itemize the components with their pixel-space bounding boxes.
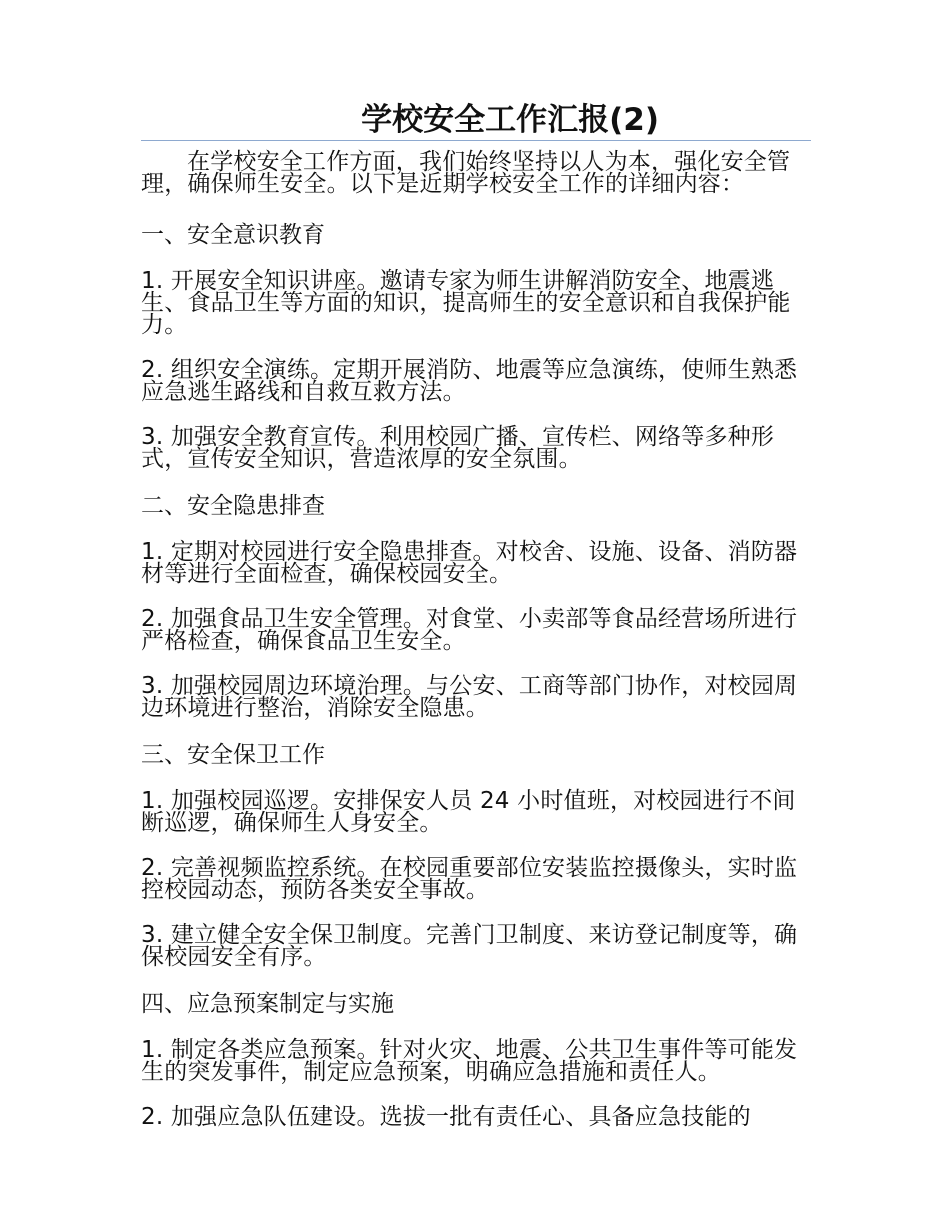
section-3-item-1: 1. 加强校园巡逻。安排保安人员 24 小时值班，对校园进行不间断巡逻，确保师生人身安全。 (141, 788, 796, 836)
section-heading-4: 四、应急预案制定与实施 (141, 991, 394, 1017)
section-4-item-2: 2. 加强应急队伍建设。选拔一批有责任心、具备应急技能的 (141, 1104, 751, 1130)
section-2-item-3: 3. 加强校园周边环境治理。与公安、工商等部门协作，对校园周边环境进行整治，消除安全隐患。 (141, 673, 798, 721)
section-1-item-3: 3. 加强安全教育宣传。利用校园广播、宣传栏、网络等多种形式，宣传安全知识，营造浓厚的安全氛围。 (141, 424, 775, 472)
intro-paragraph: 在学校安全工作方面，我们始终坚持以人为本，强化安全管理，确保师生安全。以下是近期学校安全工作的详细内容： (141, 149, 791, 197)
section-3-item-2: 2. 完善视频监控系统。在校园重要部位安装监控摄像头，实时监控校园动态，预防各类安全事故。 (141, 855, 798, 903)
section-heading-1: 一、安全意识教育 (141, 222, 325, 248)
title-underline (141, 140, 811, 141)
document-page (141, 100, 811, 1151)
section-2-item-2: 2. 加强食品卫生安全管理。对食堂、小卖部等食品经营场所进行严格检查，确保食品卫生安全。 (141, 606, 798, 654)
section-1-item-2: 2. 组织安全演练。定期开展消防、地震等应急演练，使师生熟悉应急逃生路线和自救互救方法。 (141, 357, 798, 405)
section-3-item-3: 3. 建立健全安全保卫制度。完善门卫制度、来访登记制度等，确保校园安全有序。 (141, 922, 798, 970)
section-heading-2: 二、安全隐患排查 (141, 493, 325, 519)
section-heading-3: 三、安全保卫工作 (141, 742, 325, 768)
section-4-item-1: 1. 制定各类应急预案。针对火灾、地震、公共卫生事件等可能发生的突发事件，制定应急预案，明确应急措施和责任人。 (141, 1037, 798, 1085)
section-1-item-1: 1. 开展安全知识讲座。邀请专家为师生讲解消防安全、地震逃生、食品卫生等方面的知识，提高师生的安全意识和自我保护能力。 (141, 268, 791, 338)
section-2-item-1: 1. 定期对校园进行安全隐患排查。对校舍、设施、设备、消防器材等进行全面检查，确保校园安全。 (141, 539, 798, 587)
document-title: 学校安全工作汇报(2) (361, 102, 659, 138)
